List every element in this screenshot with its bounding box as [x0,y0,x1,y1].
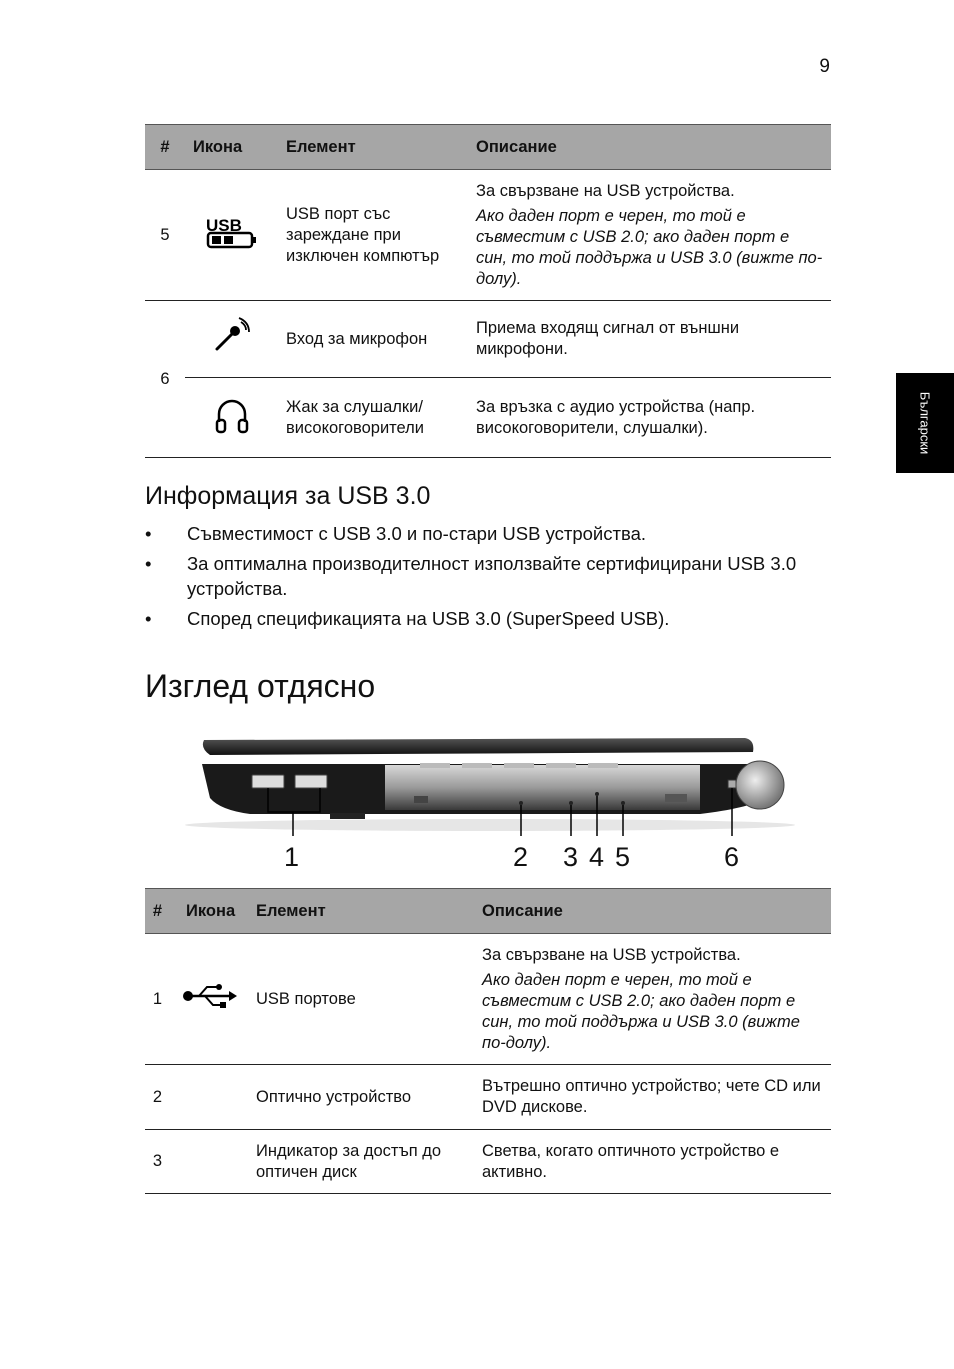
list-item: • Съвместимост с USB 3.0 и по-стари USB устройства. [145,523,647,544]
row-number: 2 [145,1065,170,1130]
callout-5: 5 [615,842,631,872]
row-description-note: Ако даден порт е черен, то той е съвместим с USB 2.0; ако даден порт е син, то той поддържа и USB 3.0 (вижте по-долу). [482,970,800,1052]
row-number: 1 [145,934,170,1065]
table-row [145,1065,831,1130]
row-element: Жак за слушалки/ високоговорители [278,378,468,458]
row-description: Вътрешно оптично устройство; чете CD или DVD дискове. [474,1065,831,1130]
column-header-number: # [145,889,170,934]
row-number: 3 [145,1130,170,1194]
callout-1: 1 [284,842,300,872]
usb-charge-icon-label: USB [205,216,242,235]
row-element: Вход за микрофон [278,301,468,378]
table-row [145,301,831,378]
table-row [145,170,831,301]
callout-2: 2 [513,842,529,872]
row-description: За свързване на USB устройства. [476,181,735,200]
row-element: USB портове [248,934,474,1065]
column-header-description: Описание [474,889,831,934]
page-number: 9 [819,56,830,77]
component-table-2 [145,888,831,1194]
callout-4: 4 [589,842,605,872]
list-item: • Според спецификацията на USB 3.0 (SuperSpeed USB). [145,608,670,629]
column-header-icon: Икона [170,889,248,934]
table-row [145,378,831,458]
usb-charge-icon [204,214,260,250]
row-description-note: Ако даден порт е черен, то той е съвместим с USB 2.0; ако даден порт е син, то той поддържа и USB 3.0 (вижте по-долу). [476,206,823,288]
row-description: За свързване на USB устройства. [482,945,741,964]
right-view-heading: Изглед отдясно [145,668,376,704]
headphones-icon [214,396,250,434]
row-description: Светва, когато оптичното устройство е активно. [474,1130,831,1194]
row-number: 6 [145,301,185,458]
column-header-number: # [145,125,185,170]
column-header-description: Описание [468,125,831,170]
table-row [145,1130,831,1194]
usb-icon [181,983,237,1009]
column-header-element: Елемент [278,125,468,170]
callout-6: 6 [724,842,740,872]
row-element: Индикатор за достъп до оптичен диск [248,1130,474,1194]
column-header-icon: Икона [185,125,278,170]
language-tab [896,373,954,473]
callout-3: 3 [563,842,579,872]
row-number: 5 [145,170,185,301]
row-description: За връзка с аудио устройства (напр. високоговорители, слушалки). [468,378,831,458]
list-item: • За оптимална производителност използвайте сертифицирани USB 3.0 устройства. [145,553,797,599]
table-header-row [145,889,831,934]
usb-info-heading: Информация за USB 3.0 [145,482,431,510]
column-header-element: Елемент [248,889,474,934]
microphone-icon [212,316,252,356]
table-header-row [145,125,831,170]
row-element: Оптично устройство [248,1065,474,1130]
usb-info-list [145,521,835,636]
row-element: USB порт със зареждане при изключен компютър [278,170,468,301]
language-tab-label: Български [917,391,933,455]
table-row [145,934,831,1065]
component-table-1 [145,124,831,458]
row-description: Приема входящ сигнал от външни микрофони. [468,301,831,378]
